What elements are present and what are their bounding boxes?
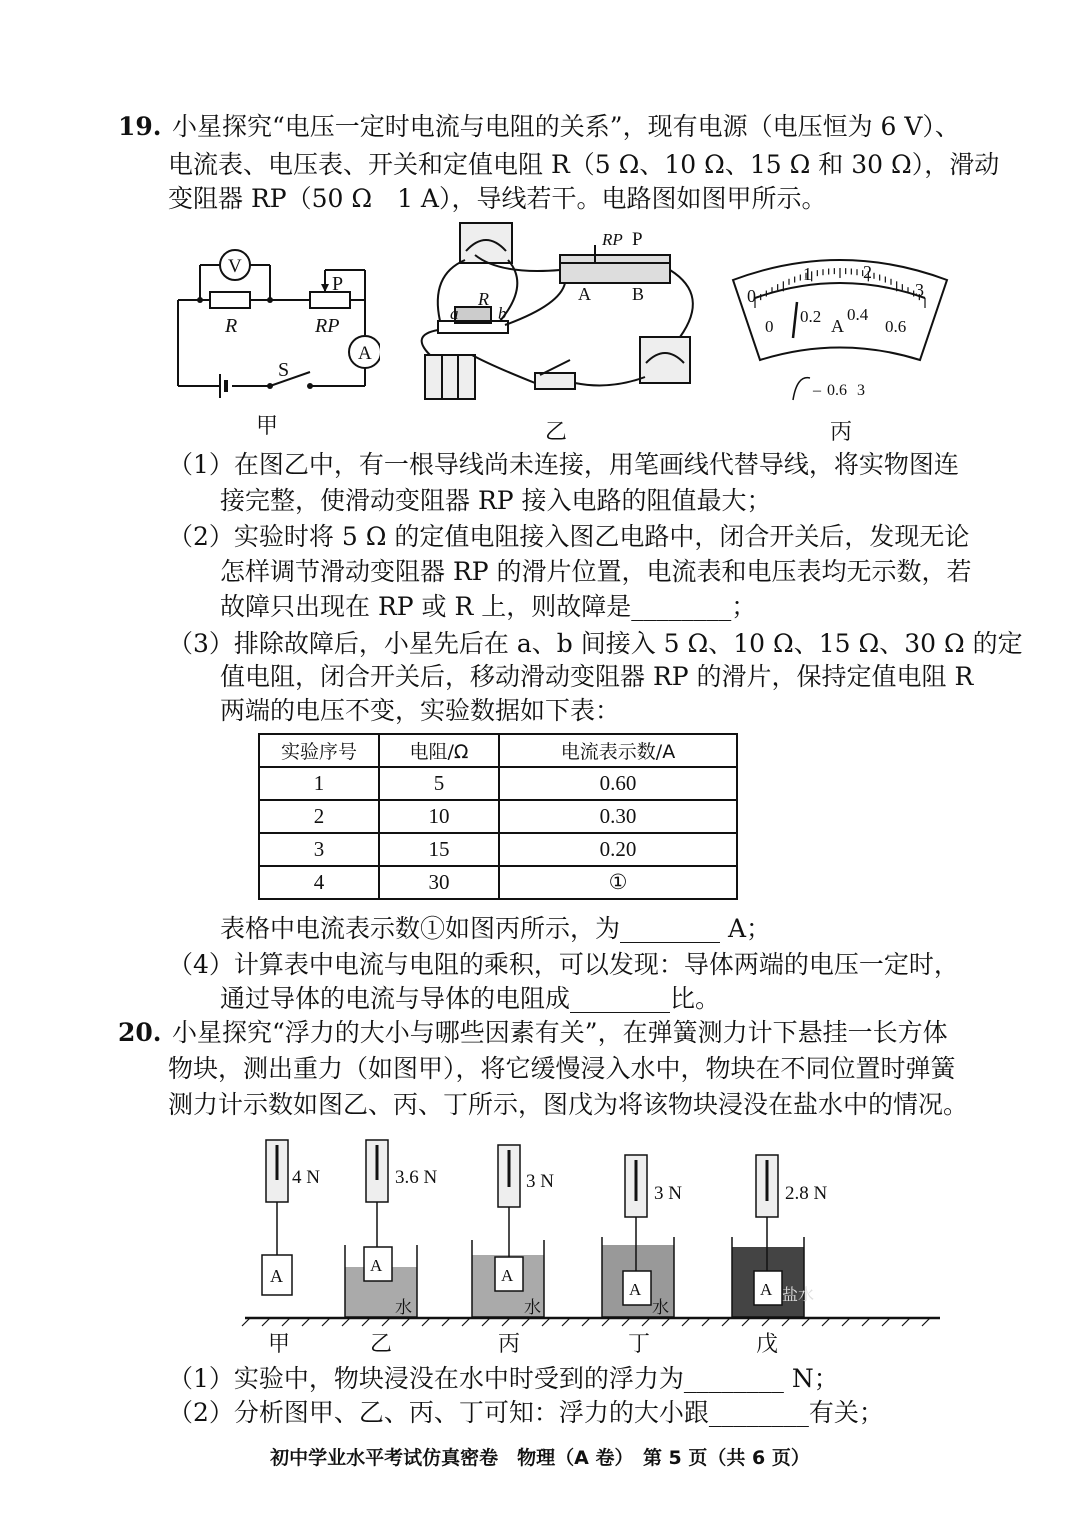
terminal-b-small: b (498, 304, 507, 323)
table-row (259, 767, 737, 800)
voltmeter-symbol: V (228, 256, 242, 277)
table-cell: 15 (379, 833, 499, 866)
q19-p3-line2: 值电阻，闭合开关后，移动滑动变阻器 RP 的滑片，保持定值电阻 R (220, 662, 974, 691)
block-label: A (501, 1266, 514, 1285)
liquid-ding: 水 (652, 1298, 669, 1317)
table-row (259, 866, 737, 899)
q19-p4-line2: 通过导体的电流与导体的电阻成________比。 (220, 984, 721, 1013)
q19-p3-line4: 表格中电流表示数①如图丙所示，为________ A； (220, 914, 772, 943)
q19-line2: 电流表、电压表、开关和定值电阻 R（5 Ω、10 Ω、15 Ω 和 30 Ω），滑动 (168, 150, 1000, 179)
q19-p2-line3: 故障只出现在 RP 或 R 上，则故障是________； (220, 592, 757, 621)
liquid-wu: 盐水 (782, 1287, 815, 1304)
physical-slider-label: P (632, 229, 643, 250)
buoyancy-figures (240, 1125, 950, 1360)
q19-p1-line2: 接完整，使滑动变阻器 RP 接入电路的阻值最大； (220, 486, 772, 515)
reading-jia: 4 N (292, 1167, 320, 1188)
reading-bing: 3 N (526, 1171, 554, 1192)
rheostat-terminal-a: A (578, 284, 591, 304)
dial-unit: A (831, 316, 844, 336)
q19-p4-line1: （4）计算表中电流与电阻的乘积，可以发现：导体两端的电压一定时， (168, 950, 959, 979)
fig-label-bing: 丙 (498, 1331, 521, 1356)
table-cell: 30 (379, 866, 499, 899)
table-header: 电流表示数/A (499, 734, 737, 767)
table-row (259, 833, 737, 866)
top-scale-2: 2 (863, 262, 872, 282)
q20-p2: （2）分析图甲、乙、丙、丁可知：浮力的大小跟________有关； (168, 1398, 884, 1427)
q20-line3: 测力计示数如图乙、丙、丁所示，图戊为将该物块浸没在盐水中的情况。 (168, 1090, 969, 1119)
terminal-minus: – (813, 382, 821, 399)
table-cell: 10 (379, 800, 499, 833)
q19-line1: 小星探究“电压一定时电流与电阻的关系”，现有电源（电压恒为 6 V）、 (172, 112, 960, 141)
block-label: A (760, 1280, 773, 1299)
q20-line2: 物块，测出重力（如图甲），将它缓慢浸入水中，物块在不同位置时弹簧 (168, 1054, 956, 1083)
q19-number: 19. (118, 112, 162, 141)
slider-label: P (332, 273, 344, 295)
fig-label-jia: 甲 (268, 1331, 291, 1356)
table-cell: 1 (259, 767, 379, 800)
block-label: A (270, 1266, 283, 1286)
liquid-bing: 水 (524, 1298, 541, 1317)
fig-label-ding: 丁 (628, 1331, 651, 1356)
q19-p2-line2: 怎样调节滑动变阻器 RP 的滑片位置，电流表和电压表均无示数，若 (220, 557, 972, 586)
top-scale-0: 0 (747, 286, 756, 306)
rheostat-label: RP (315, 315, 340, 337)
table-row (259, 800, 737, 833)
q20-p1: （1）实验中，物块浸没在水中时受到的浮力为________ N； (168, 1364, 839, 1393)
table-cell: 0.60 (499, 767, 737, 800)
q20-line1: 小星探究“浮力的大小与哪些因素有关”，在弹簧测力计下悬挂一长方体 (172, 1018, 948, 1047)
fig-label-bing: 丙 (830, 420, 853, 445)
block-label: A (370, 1256, 383, 1275)
reading-ding: 3 N (654, 1183, 682, 1204)
terminal-a-small: a (450, 304, 459, 323)
q19-p2-line1: （2）实验时将 5 Ω 的定值电阻接入图乙电路中，闭合开关后，发现无论 (168, 522, 970, 551)
table-header: 实验序号 (259, 734, 379, 767)
ammeter-symbol: A (358, 343, 372, 364)
table-cell: 0.20 (499, 833, 737, 866)
q19-p1-line1: （1）在图乙中，有一根导线尚未连接，用笔画线代替导线，将实物图连 (168, 450, 959, 479)
switch-label: S (278, 359, 290, 381)
reading-yi: 3.6 N (395, 1167, 438, 1188)
q19-p3-line1: （3）排除故障后，小星先后在 a、b 间接入 5 Ω、10 Ω、15 Ω、30 Ω 的定 (168, 629, 1023, 658)
terminal-3: 3 (857, 382, 865, 399)
q19-line3: 变阻器 RP（50 Ω 1 A），导线若干。电路图如图甲所示。 (168, 184, 827, 213)
table-header: 电阻/Ω (379, 734, 499, 767)
fig-label-wu: 戊 (756, 1331, 779, 1356)
block-label: A (629, 1280, 642, 1299)
table-cell: 4 (259, 866, 379, 899)
ammeter-dial-bing (725, 250, 955, 410)
physical-circuit-yi (410, 215, 720, 415)
table-cell: 5 (379, 767, 499, 800)
liquid-yi: 水 (395, 1298, 412, 1317)
bottom-scale-0: 0 (765, 317, 774, 336)
top-scale-3: 3 (915, 280, 924, 300)
physical-resistor-label: R (478, 289, 489, 309)
table-cell: 3 (259, 833, 379, 866)
table-cell: 0.30 (499, 800, 737, 833)
data-table (258, 733, 738, 900)
fig-label-jia: 甲 (256, 414, 279, 439)
page-footer: 初中学业水平考试仿真密卷 物理（A 卷） 第 5 页（共 6 页） (270, 1447, 810, 1469)
bottom-scale-02: 0.2 (800, 307, 822, 326)
fig-label-yi: 乙 (545, 420, 568, 445)
physical-rheostat-label: RP (602, 230, 623, 249)
fig-label-yi: 乙 (370, 1331, 393, 1356)
bottom-scale-06: 0.6 (885, 317, 907, 336)
resistor-label: R (225, 315, 238, 337)
top-scale-1: 1 (803, 264, 812, 284)
table-cell: 2 (259, 800, 379, 833)
rheostat-terminal-b: B (632, 284, 645, 304)
table-header-row (259, 734, 737, 767)
reading-wu: 2.8 N (785, 1183, 828, 1204)
q20-number: 20. (118, 1018, 162, 1047)
bottom-scale-04: 0.4 (847, 305, 869, 324)
terminal-06: 0.6 (827, 382, 847, 399)
table-cell: ① (499, 866, 737, 899)
q19-p3-line3: 两端的电压不变，实验数据如下表： (220, 696, 621, 725)
